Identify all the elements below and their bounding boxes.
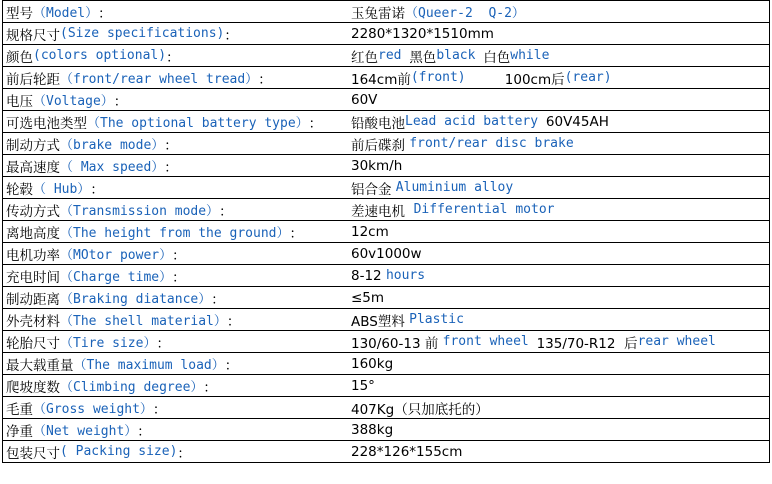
spec-value-cell (345, 23, 769, 44)
spec-value-cell (345, 221, 769, 242)
table-row (2, 353, 770, 375)
spec-label-cell (3, 177, 345, 198)
spec-label-cell (3, 353, 345, 374)
spec-value-part: （Queer-2 Q-2） (405, 6, 525, 21)
spec-label-zh: 包装尺寸 (6, 445, 60, 462)
spec-label-cell (3, 243, 345, 264)
spec-label-en: （ Hub） (33, 182, 91, 197)
spec-label-cell (3, 155, 345, 176)
table-row (2, 441, 770, 463)
spec-label-zh: 制动方式 (6, 137, 60, 154)
spec-value-part: 100cm后 (504, 71, 565, 88)
spec-value-cell (345, 353, 769, 374)
spec-value-part: 15° (351, 377, 375, 394)
spec-value-part: 60V (351, 91, 378, 108)
spec-value-cell (345, 133, 769, 154)
spec-label-cell (3, 331, 345, 352)
spec-value-cell (345, 331, 769, 352)
spec-label-colon: ： (166, 49, 180, 66)
spec-label-zh: 传动方式 (6, 203, 60, 220)
spec-label-colon: ： (172, 269, 186, 286)
spec-label-zh: 最大载重量 (6, 357, 74, 374)
spec-label-zh: 毛重 (6, 401, 33, 418)
spec-value-part: 2280*1320*1510mm (351, 25, 494, 42)
spec-label-en: （Charge time） (60, 270, 173, 285)
spec-value-part: Differential motor (413, 202, 555, 217)
table-row (2, 23, 770, 45)
spec-label-en: （Voltage） (33, 94, 114, 109)
spec-value-cell (345, 375, 769, 396)
spec-value-cell (345, 309, 769, 330)
spec-label-cell (3, 133, 345, 154)
spec-value-part: front/rear disc brake (409, 136, 574, 151)
spec-value-part: while (510, 48, 550, 63)
spec-label-cell (3, 111, 345, 132)
spec-value-cell (345, 419, 769, 440)
spec-label-en: （Model） (33, 6, 99, 21)
spec-value-cell (345, 287, 769, 308)
spec-label-cell (3, 23, 345, 44)
spec-label-en: （The shell material） (60, 314, 227, 329)
spec-label-colon: ： (137, 423, 151, 440)
spec-value-part: 玉兔雷诺 (351, 5, 405, 22)
spec-label-colon: ： (113, 93, 128, 110)
spec-label-zh: 充电时间 (6, 269, 60, 286)
table-row (2, 265, 770, 287)
spec-label-zh: 净重 (6, 423, 33, 440)
spec-label-zh: 爬坡度数 (6, 379, 60, 396)
spec-label-zh: 最高速度 (6, 159, 60, 176)
spec-label-cell (3, 287, 345, 308)
spec-value-cell (345, 89, 769, 110)
spec-label-colon: ： (226, 313, 241, 330)
spec-label-en: （brake mode） (60, 138, 165, 153)
spec-label-colon: ： (211, 291, 225, 308)
table-row (2, 287, 770, 309)
spec-label-colon: ： (90, 181, 104, 198)
table-row (2, 243, 770, 265)
spec-value-part: 30km/h (351, 157, 403, 174)
spec-label-en: （Climbing degree） (60, 380, 204, 395)
spec-value-part: 黑色 (409, 49, 437, 66)
spec-value-part: red (378, 48, 410, 63)
spec-value-part: 407Kg（只加底托的） (351, 401, 489, 418)
spec-value-cell (345, 199, 769, 220)
spec-value-part: ≤5m (351, 289, 385, 306)
spec-label-zh: 外壳材料 (6, 313, 60, 330)
spec-value-cell (345, 45, 769, 66)
spec-label-en: （The optional battery type） (87, 116, 309, 131)
spec-value-part: rear wheel (637, 334, 716, 349)
spec-value-cell (345, 67, 769, 88)
spec-value-part: (rear) (564, 70, 612, 85)
spec-label-cell (3, 45, 345, 66)
table-row (2, 67, 770, 89)
spec-label-colon: ： (258, 71, 272, 88)
spec-label-en: （Tire size） (60, 336, 157, 351)
spec-label-cell (3, 265, 345, 286)
spec-value-part: 228*126*155cm (351, 443, 463, 460)
spec-value-part: black (436, 48, 484, 63)
spec-value-part: 60V45AH (545, 113, 609, 130)
spec-label-cell (3, 309, 345, 330)
table-row (2, 177, 770, 199)
spec-value-part: 铝合金 (351, 181, 396, 198)
spec-value-part: Aluminium alloy (395, 180, 514, 195)
spec-value-part: 12cm (351, 223, 389, 240)
spec-value-part: 130/60-13 前 (351, 335, 443, 352)
spec-label-cell (3, 441, 345, 462)
table-row (2, 1, 770, 23)
table-row (2, 133, 770, 155)
spec-label-en: ( Packing size) (60, 444, 178, 459)
table-row (2, 419, 770, 441)
spec-label-zh: 电机功率 (6, 247, 60, 264)
spec-value-part: 前后碟刹 (351, 137, 410, 154)
spec-label-en: （MOtor power） (60, 248, 173, 263)
spec-value-cell (345, 111, 769, 132)
spec-label-zh: 前后轮距 (6, 71, 60, 88)
spec-label-colon: ： (177, 445, 191, 462)
spec-label-colon: ： (152, 401, 167, 418)
spec-label-zh: 颜色 (6, 49, 33, 66)
spec-value-part: 164cm前 (351, 71, 411, 88)
spec-label-en: （The maximum load） (73, 358, 225, 373)
table-row (2, 397, 770, 419)
spec-label-cell (3, 397, 345, 418)
spec-label-colon: ： (172, 247, 186, 264)
spec-label-colon: ： (164, 159, 178, 176)
spec-value-part: Lead acid battery (405, 114, 546, 129)
spec-label-zh: 可选电池类型 (6, 115, 87, 132)
spec-label-cell (3, 89, 345, 110)
spec-value-part: hours (385, 268, 426, 283)
spec-value-part: 135/70-R12 后 (536, 335, 638, 352)
spec-label-colon: ： (98, 5, 112, 22)
spec-value-part: (front) (410, 70, 505, 85)
spec-label-zh: 型号 (6, 5, 33, 22)
table-row (2, 111, 770, 133)
spec-value-cell (345, 441, 769, 462)
spec-value-part: 388kg (351, 421, 394, 438)
spec-label-colon: ： (224, 27, 238, 44)
spec-value-part: 红色 (351, 49, 378, 66)
spec-label-colon: ： (289, 225, 303, 242)
spec-value-part: 铅酸电池 (351, 115, 405, 132)
spec-value-part: 8-12 (351, 267, 386, 284)
spec-label-colon: ： (156, 335, 170, 352)
spec-label-en: （front/rear wheel tread） (60, 72, 259, 87)
spec-label-zh: 电压 (6, 93, 33, 110)
spec-label-colon: ： (164, 137, 178, 154)
spec-label-en: （The height from the ground） (60, 226, 290, 241)
table-row (2, 89, 770, 111)
spec-label-cell (3, 221, 345, 242)
spec-label-cell (3, 375, 345, 396)
table-row (2, 331, 770, 353)
spec-value-cell (345, 397, 769, 418)
spec-label-zh: 制动距离 (6, 291, 60, 308)
spec-label-colon: ： (203, 379, 217, 396)
spec-label-en: （Gross weight） (33, 402, 153, 417)
spec-label-en: （Braking diatance） (60, 292, 212, 307)
spec-value-part: 白色 (483, 49, 511, 66)
spec-label-cell (3, 1, 345, 22)
spec-label-colon: ： (308, 115, 323, 132)
spec-label-en: (Size specifications) (60, 26, 225, 41)
spec-label-zh: 轮毂 (6, 181, 33, 198)
spec-value-part: ABS塑料 (351, 313, 410, 330)
spec-label-cell (3, 199, 345, 220)
spec-label-en: （Transmission mode） (60, 204, 220, 219)
table-row (2, 309, 770, 331)
spec-label-colon: ： (224, 357, 239, 374)
spec-label-cell (3, 67, 345, 88)
spec-value-part: 60v1000w (351, 245, 422, 262)
spec-label-zh: 轮胎尺寸 (6, 335, 60, 352)
spec-label-en: （ Max speed） (60, 160, 165, 175)
spec-value-part: 差速电机 (351, 203, 414, 220)
spec-label-en: （Net weight） (33, 424, 138, 439)
table-row (2, 155, 770, 177)
spec-value-cell (345, 265, 769, 286)
spec-value-part: Plastic (409, 312, 464, 327)
spec-value-cell (345, 177, 769, 198)
table-row (2, 221, 770, 243)
spec-value-part: front wheel (442, 334, 537, 349)
spec-value-cell (345, 155, 769, 176)
spec-table (2, 0, 770, 463)
table-row (2, 375, 770, 397)
spec-label-zh: 规格尺寸 (6, 27, 60, 44)
spec-label-en: (colors optional) (33, 48, 167, 63)
spec-value-cell (345, 1, 769, 22)
table-row (2, 45, 770, 67)
spec-value-cell (345, 243, 769, 264)
table-row (2, 199, 770, 221)
spec-value-part: 160kg (351, 355, 394, 372)
spec-label-zh: 离地高度 (6, 225, 60, 242)
spec-label-cell (3, 419, 345, 440)
spec-label-colon: ： (219, 203, 233, 220)
